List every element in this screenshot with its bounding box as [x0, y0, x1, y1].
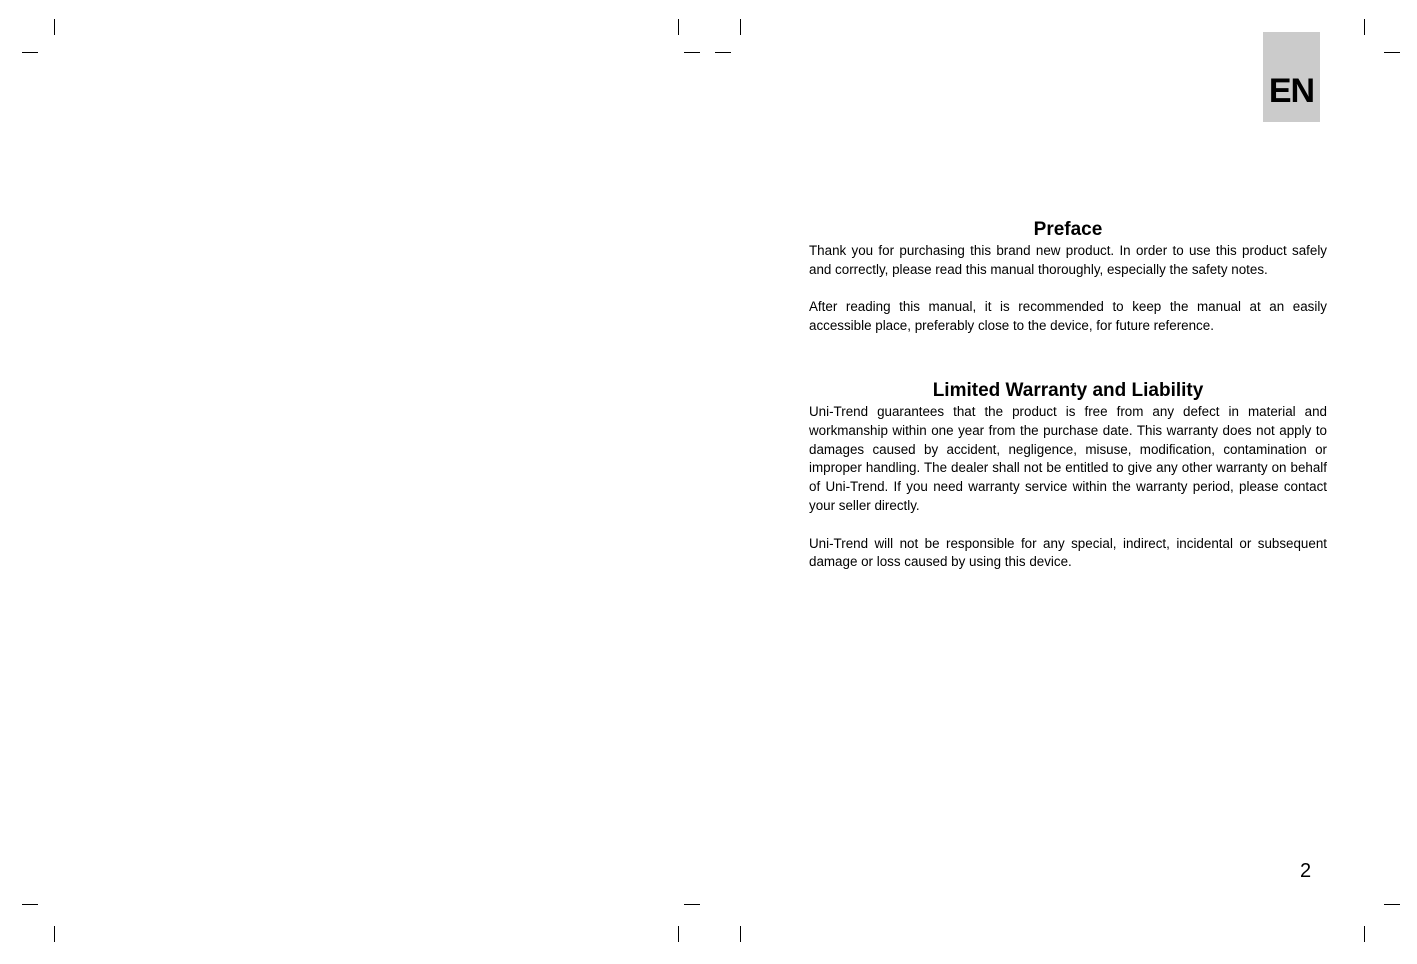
- crop-mark: [1364, 19, 1365, 35]
- preface-title: Preface: [1033, 219, 1103, 240]
- page-content: [809, 218, 1327, 572]
- crop-mark: [22, 52, 38, 53]
- preface-paragraph-1: Thank you for purchasing this brand new product. In order to use this product safely and correctly, please read this manual thoroughly, especially the safety notes.: [809, 243, 1327, 277]
- page-number: 2: [1300, 860, 1312, 882]
- crop-mark: [54, 19, 55, 35]
- crop-mark: [22, 904, 38, 905]
- crop-mark: [54, 926, 55, 942]
- warranty-title: Limited Warranty and Liability: [932, 379, 1204, 401]
- crop-mark: [684, 904, 700, 905]
- crop-mark: [715, 52, 731, 53]
- crop-mark: [1384, 52, 1400, 53]
- warranty-paragraph-2: Uni-Trend will not be responsible for any special, indirect, incidental or subsequent damage or loss caused by using this device.: [809, 535, 1327, 570]
- crop-mark: [740, 19, 741, 35]
- crop-mark: [1364, 926, 1365, 942]
- crop-mark: [740, 926, 741, 942]
- crop-mark: [1384, 904, 1400, 905]
- crop-mark: [678, 19, 679, 35]
- preface-paragraph-2: After reading this manual, it is recommended to keep the manual at an easily accessible place, preferably close to the device, for future reference.: [809, 299, 1327, 334]
- warranty-paragraph-1: Uni-Trend guarantees that the product is free from any defect in material and workmanship within one year from the purchase date. This warranty does not apply to damages caused by accident, negligence, misuse, modification, contamination or improper handling. The dealer shall not be entitled to give any other warranty on behalf of Uni-Trend. If you need warranty service within the warranty period, please contact your seller directly.: [809, 403, 1327, 513]
- language-tab: [1263, 32, 1320, 122]
- crop-mark: [684, 52, 700, 53]
- language-tab-label: EN: [1268, 72, 1315, 110]
- crop-mark: [678, 926, 679, 942]
